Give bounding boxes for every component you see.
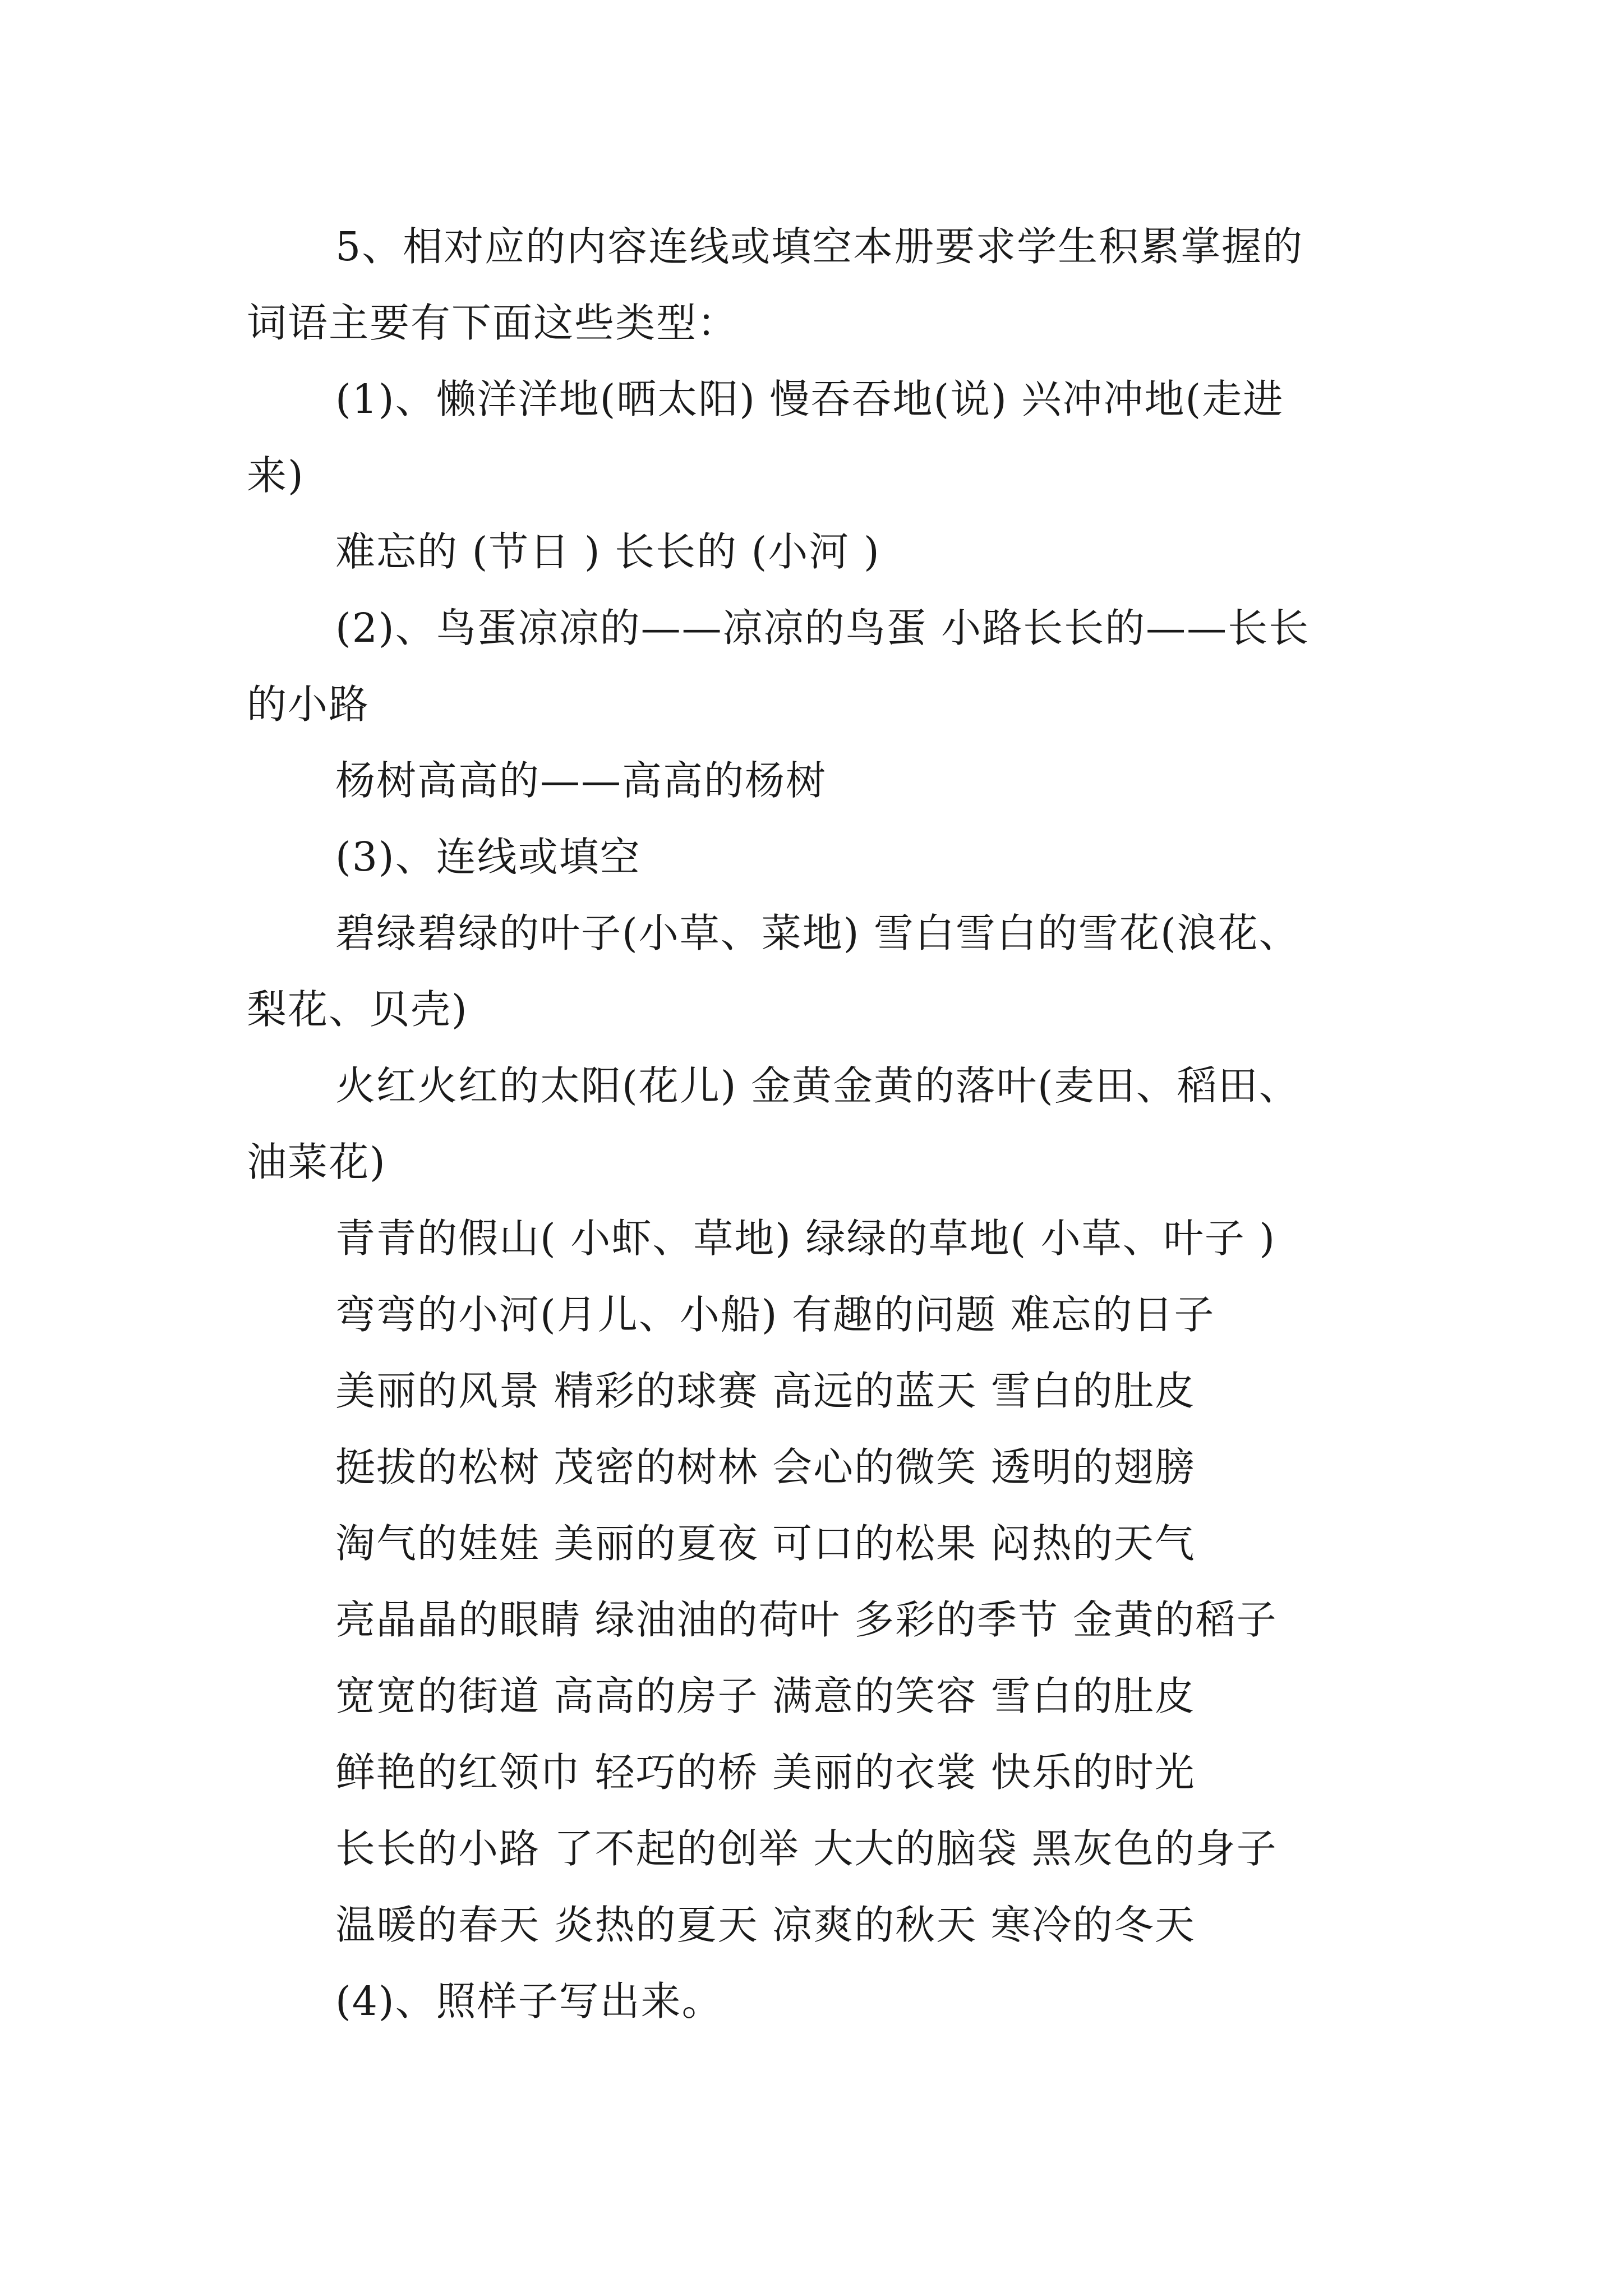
text-line: 弯弯的小河(月儿、小船) 有趣的问题 难忘的日子 [335, 1291, 1215, 1338]
text-line: 长长的小路 了不起的创举 大大的脑袋 黑灰色的身子 [335, 1825, 1278, 1872]
text-line: (2)、鸟蛋凉凉的——凉凉的鸟蛋 小路长长的——长长 [335, 605, 1310, 651]
text-line: 淘气的娃娃 美丽的夏夜 可口的松果 闷热的天气 [335, 1520, 1196, 1567]
text-line: (1)、懒洋洋地(晒太阳) 慢吞吞地(说) 兴冲冲地(走进 [335, 376, 1284, 422]
text-line: 亮晶晶的眼睛 绿油油的荷叶 多彩的季节 金黄的稻子 [335, 1596, 1278, 1643]
text-line: 美丽的风景 精彩的球赛 高远的蓝天 雪白的肚皮 [335, 1368, 1196, 1414]
text-line: 温暖的春天 炎热的夏天 凉爽的秋天 寒冷的冬天 [335, 1902, 1196, 1948]
text-line: 挺拔的松树 茂密的树林 会心的微笑 透明的翅膀 [335, 1444, 1196, 1490]
text-line: 词语主要有下面这些类型： [247, 300, 739, 346]
text-line: 难忘的 (节日 ) 长长的 (小河 ) [335, 528, 880, 575]
text-line: 梨花、贝壳) [247, 986, 468, 1033]
text-line: 油菜花) [247, 1139, 386, 1185]
text-line: (4)、照样子写出来。 [335, 1978, 723, 2024]
text-line: (3)、连线或填空 [335, 834, 641, 880]
text-line: 5、相对应的内容连线或填空本册要求学生积累掌握的 [335, 223, 1304, 270]
text-line: 杨树高高的——高高的杨树 [335, 757, 827, 804]
text-line: 来) [247, 452, 305, 499]
text-line: 鲜艳的红领巾 轻巧的桥 美丽的衣裳 快乐的时光 [335, 1749, 1196, 1796]
text-line: 碧绿碧绿的叶子(小草、菜地) 雪白雪白的雪花(浪花、 [335, 910, 1300, 956]
text-line: 青青的假山( 小虾、草地) 绿绿的草地( 小草、叶子 ) [335, 1215, 1276, 1262]
text-line: 的小路 [247, 681, 370, 728]
text-line: 火红火红的太阳(花儿) 金黄金黄的落叶(麦田、稻田、 [335, 1062, 1300, 1109]
text-line: 宽宽的街道 高高的房子 满意的笑容 雪白的肚皮 [335, 1673, 1196, 1719]
document-body [247, 209, 1413, 2040]
